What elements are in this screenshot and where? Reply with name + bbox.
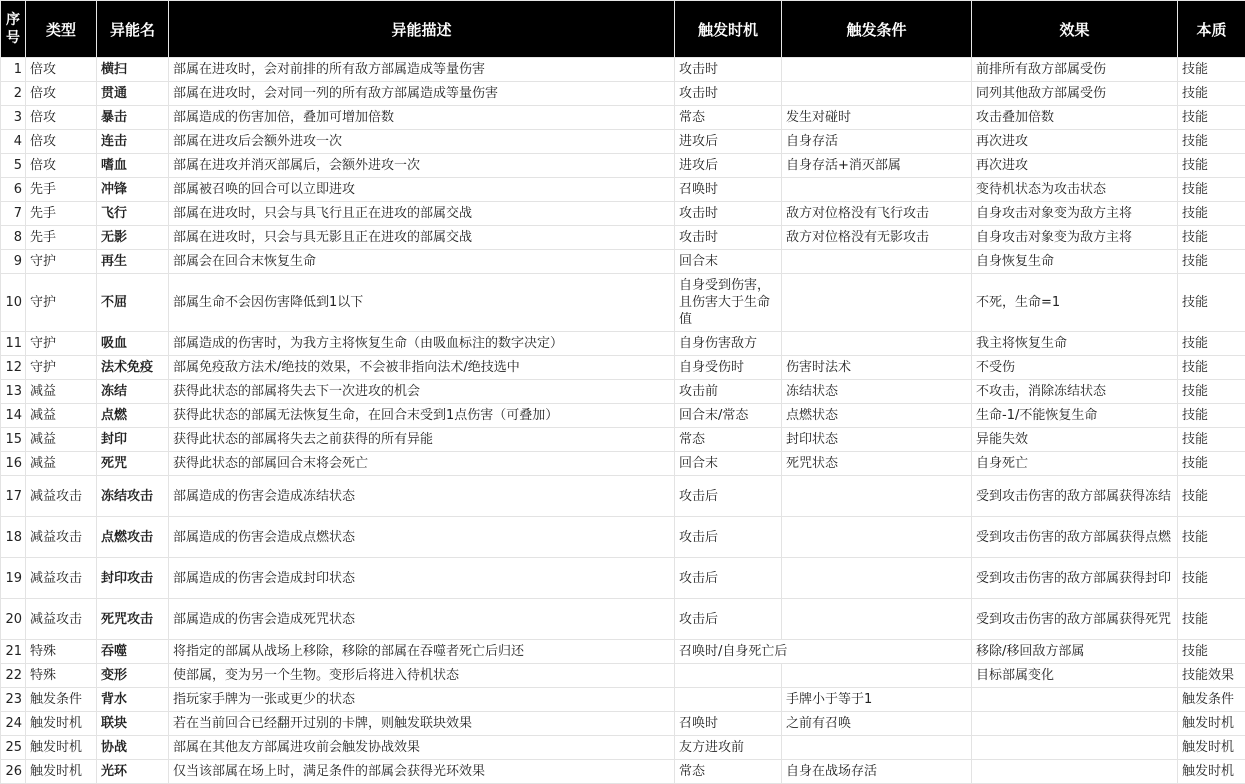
table-row [1, 380, 1245, 404]
cell-num[interactable]: 14 [1, 404, 26, 428]
cell-num[interactable]: 13 [1, 380, 26, 404]
cell-nature[interactable]: 技能 [1178, 640, 1245, 664]
cell-type[interactable]: 守护 [26, 250, 97, 274]
cell-timing[interactable]: 攻击时 [675, 226, 782, 250]
cell-num[interactable]: 4 [1, 130, 26, 154]
cell-name[interactable]: 无影 [97, 226, 169, 250]
cell-effect[interactable]: 再次进攻 [972, 154, 1178, 178]
cell-cond[interactable] [782, 274, 972, 332]
cell-effect[interactable]: 目标部属变化 [972, 664, 1178, 688]
header-nature[interactable]: 本质 [1178, 1, 1245, 58]
cell-name[interactable]: 吞噬 [97, 640, 169, 664]
cell-name[interactable]: 冻结 [97, 380, 169, 404]
table-row [1, 688, 1245, 712]
cell-cond[interactable]: 死咒状态 [782, 452, 972, 476]
cell-effect[interactable]: 自身攻击对象变为敌方主将 [972, 202, 1178, 226]
cell-desc[interactable]: 仅当该部属在场上时，满足条件的部属会获得光环效果 [169, 760, 675, 784]
cell-num[interactable]: 17 [1, 476, 26, 517]
cell-timing[interactable]: 自身受到伤害，且伤害大于生命值 [675, 274, 782, 332]
table-row [1, 154, 1245, 178]
cell-timing[interactable]: 回合末/常态 [675, 404, 782, 428]
table-row [1, 736, 1245, 760]
cell-desc[interactable]: 部属被召唤的回合可以立即进攻 [169, 178, 675, 202]
cell-nature[interactable]: 技能 [1178, 154, 1245, 178]
cell-name[interactable]: 点燃攻击 [97, 517, 169, 558]
cell-cond[interactable]: 冻结状态 [782, 380, 972, 404]
cell-name[interactable]: 横扫 [97, 58, 169, 82]
cell-name[interactable]: 封印 [97, 428, 169, 452]
table-row [1, 178, 1245, 202]
cell-type[interactable]: 减益 [26, 404, 97, 428]
cell-nature[interactable]: 技能 [1178, 82, 1245, 106]
cell-cond[interactable] [782, 82, 972, 106]
cell-type[interactable]: 守护 [26, 274, 97, 332]
cell-desc[interactable]: 部属在进攻并消灭部属后，会额外进攻一次 [169, 154, 675, 178]
cell-num[interactable]: 23 [1, 688, 26, 712]
table-row [1, 517, 1245, 558]
cell-effect[interactable]: 不攻击，消除冻结状态 [972, 380, 1178, 404]
cell-type[interactable]: 触发时机 [26, 712, 97, 736]
header-seq[interactable]: 序号 [1, 1, 26, 58]
cell-desc[interactable]: 获得此状态的部属将失去之前获得的所有异能 [169, 428, 675, 452]
header-row [1, 1, 1245, 58]
header-trigger-timing[interactable]: 触发时机 [675, 1, 782, 58]
cell-name[interactable]: 嗜血 [97, 154, 169, 178]
cell-nature[interactable]: 技能 [1178, 476, 1245, 517]
cell-num[interactable]: 19 [1, 558, 26, 599]
cell-type[interactable]: 倍攻 [26, 154, 97, 178]
table-row [1, 226, 1245, 250]
cell-num[interactable]: 25 [1, 736, 26, 760]
cell-num[interactable]: 11 [1, 332, 26, 356]
table-row [1, 760, 1245, 784]
cell-effect[interactable] [972, 736, 1178, 760]
cell-type[interactable]: 特殊 [26, 640, 97, 664]
cell-desc[interactable]: 部属在其他友方部属进攻前会触发协战效果 [169, 736, 675, 760]
cell-timing[interactable] [675, 688, 782, 712]
header-effect[interactable]: 效果 [972, 1, 1178, 58]
cell-effect[interactable]: 我主将恢复生命 [972, 332, 1178, 356]
cell-cond[interactable]: 伤害时法术 [782, 356, 972, 380]
cell-desc[interactable]: 获得此状态的部属回合末将会死亡 [169, 452, 675, 476]
table-row [1, 130, 1245, 154]
cell-cond[interactable] [782, 736, 972, 760]
cell-name[interactable]: 冻结攻击 [97, 476, 169, 517]
table-row [1, 452, 1245, 476]
cell-type[interactable]: 减益 [26, 452, 97, 476]
cell-desc[interactable]: 部属造成的伤害会造成点燃状态 [169, 517, 675, 558]
cell-cond[interactable]: 点燃状态 [782, 404, 972, 428]
cell-effect[interactable]: 同列其他敌方部属受伤 [972, 82, 1178, 106]
cell-name[interactable]: 冲锋 [97, 178, 169, 202]
header-trigger-condition[interactable]: 触发条件 [782, 1, 972, 58]
cell-name[interactable]: 背水 [97, 688, 169, 712]
table-row [1, 250, 1245, 274]
cell-num[interactable]: 18 [1, 517, 26, 558]
cell-name[interactable]: 再生 [97, 250, 169, 274]
cell-timing[interactable]: 常态 [675, 428, 782, 452]
cell-timing[interactable]: 攻击后 [675, 517, 782, 558]
cell-nature[interactable]: 技能 [1178, 226, 1245, 250]
cell-name[interactable]: 吸血 [97, 332, 169, 356]
cell-nature[interactable]: 技能 [1178, 558, 1245, 599]
cell-timing[interactable]: 自身受伤时 [675, 356, 782, 380]
cell-desc[interactable]: 部属造成的伤害加倍，叠加可增加倍数 [169, 106, 675, 130]
cell-cond[interactable] [782, 599, 972, 640]
cell-effect[interactable]: 受到攻击伤害的敌方部属获得死咒 [972, 599, 1178, 640]
cell-cond[interactable] [782, 517, 972, 558]
cell-nature[interactable]: 技能 [1178, 356, 1245, 380]
cell-cond[interactable] [782, 58, 972, 82]
cell-desc[interactable]: 使部属，变为另一个生物。变形后将进入待机状态 [169, 664, 675, 688]
cell-nature[interactable]: 触发条件 [1178, 688, 1245, 712]
cell-desc[interactable]: 部属造成的伤害会造成冻结状态 [169, 476, 675, 517]
cell-cond[interactable]: 自身存活 [782, 130, 972, 154]
table-row [1, 664, 1245, 688]
cell-effect[interactable]: 自身死亡 [972, 452, 1178, 476]
cell-nature[interactable]: 触发时机 [1178, 760, 1245, 784]
cell-name[interactable]: 死咒攻击 [97, 599, 169, 640]
cell-num[interactable]: 22 [1, 664, 26, 688]
table-row [1, 356, 1245, 380]
cell-nature[interactable]: 技能 [1178, 274, 1245, 332]
cell-timing[interactable]: 常态 [675, 760, 782, 784]
cell-num[interactable]: 10 [1, 274, 26, 332]
cell-desc[interactable]: 部属在进攻时，只会与具飞行且正在进攻的部属交战 [169, 202, 675, 226]
cell-desc[interactable]: 部属造成的伤害会造成死咒状态 [169, 599, 675, 640]
cell-desc[interactable]: 指玩家手牌为一张或更少的状态 [169, 688, 675, 712]
cell-name[interactable]: 飞行 [97, 202, 169, 226]
cell-name[interactable]: 死咒 [97, 452, 169, 476]
cell-type[interactable]: 倍攻 [26, 82, 97, 106]
cell-nature[interactable]: 技能 [1178, 178, 1245, 202]
cell-desc[interactable]: 部属免疫敌方法术/绝技的效果，不会被非指向法术/绝技选中 [169, 356, 675, 380]
cell-effect[interactable]: 自身攻击对象变为敌方主将 [972, 226, 1178, 250]
cell-effect[interactable]: 不受伤 [972, 356, 1178, 380]
cell-nature[interactable]: 技能效果 [1178, 664, 1245, 688]
cell-cond[interactable] [782, 250, 972, 274]
cell-num[interactable]: 24 [1, 712, 26, 736]
cell-name[interactable]: 连击 [97, 130, 169, 154]
cell-type[interactable]: 触发时机 [26, 736, 97, 760]
cell-type[interactable]: 触发时机 [26, 760, 97, 784]
table-row [1, 82, 1245, 106]
cell-type[interactable]: 先手 [26, 202, 97, 226]
cell-timing[interactable]: 攻击前 [675, 380, 782, 404]
cell-desc[interactable]: 部属在进攻时，只会与具无影且正在进攻的部属交战 [169, 226, 675, 250]
cell-num[interactable]: 6 [1, 178, 26, 202]
table-row [1, 274, 1245, 332]
cell-cond[interactable]: 敌方对位格没有飞行攻击 [782, 202, 972, 226]
cell-cond[interactable] [782, 664, 972, 688]
table-row [1, 428, 1245, 452]
cell-nature[interactable]: 技能 [1178, 599, 1245, 640]
cell-name[interactable]: 联块 [97, 712, 169, 736]
cell-cond[interactable]: 自身在战场存活 [782, 760, 972, 784]
cell-nature[interactable]: 技能 [1178, 106, 1245, 130]
cell-cond[interactable]: 之前有召唤 [782, 712, 972, 736]
cell-timing[interactable]: 友方进攻前 [675, 736, 782, 760]
cell-timing[interactable]: 常态 [675, 106, 782, 130]
cell-effect[interactable]: 生命-1/不能恢复生命 [972, 404, 1178, 428]
cell-name[interactable]: 封印攻击 [97, 558, 169, 599]
cell-num[interactable]: 3 [1, 106, 26, 130]
table-row [1, 58, 1245, 82]
cell-type[interactable]: 减益 [26, 428, 97, 452]
cell-timing[interactable]: 自身伤害敌方 [675, 332, 782, 356]
cell-timing[interactable]: 攻击后 [675, 558, 782, 599]
table-row [1, 712, 1245, 736]
cell-type[interactable]: 特殊 [26, 664, 97, 688]
table-row [1, 599, 1245, 640]
cell-type[interactable]: 先手 [26, 226, 97, 250]
table-row [1, 640, 1245, 664]
cell-timing[interactable]: 召唤时 [675, 712, 782, 736]
cell-nature[interactable]: 触发时机 [1178, 736, 1245, 760]
table-row [1, 404, 1245, 428]
cell-name[interactable]: 点燃 [97, 404, 169, 428]
cell-effect[interactable]: 受到攻击伤害的敌方部属获得封印 [972, 558, 1178, 599]
cell-num[interactable]: 5 [1, 154, 26, 178]
cell-effect[interactable]: 受到攻击伤害的敌方部属获得冻结 [972, 476, 1178, 517]
cell-name[interactable]: 变形 [97, 664, 169, 688]
cell-nature[interactable]: 技能 [1178, 130, 1245, 154]
cell-cond[interactable] [782, 558, 972, 599]
cell-num[interactable]: 15 [1, 428, 26, 452]
table-row [1, 106, 1245, 130]
cell-effect[interactable]: 移除/移回敌方部属 [972, 640, 1178, 664]
cell-nature[interactable]: 技能 [1178, 452, 1245, 476]
cell-effect[interactable]: 再次进攻 [972, 130, 1178, 154]
cell-cond[interactable] [782, 476, 972, 517]
cell-num[interactable]: 7 [1, 202, 26, 226]
cell-timing[interactable]: 召唤时/自身死亡后 [675, 640, 972, 664]
cell-type[interactable]: 倍攻 [26, 106, 97, 130]
cell-desc[interactable]: 部属在进攻后会额外进攻一次 [169, 130, 675, 154]
cell-desc[interactable]: 部属生命不会因伤害降低到1以下 [169, 274, 675, 332]
table-row [1, 476, 1245, 517]
cell-num[interactable]: 20 [1, 599, 26, 640]
cell-desc[interactable]: 部属造成的伤害时，为我方主将恢复生命（由吸血标注的数字决定） [169, 332, 675, 356]
cell-num[interactable]: 12 [1, 356, 26, 380]
cell-num[interactable]: 21 [1, 640, 26, 664]
table-row [1, 202, 1245, 226]
cell-name[interactable]: 暴击 [97, 106, 169, 130]
cell-nature[interactable]: 触发时机 [1178, 712, 1245, 736]
table-row [1, 332, 1245, 356]
cell-effect[interactable]: 自身恢复生命 [972, 250, 1178, 274]
cell-name[interactable]: 贯通 [97, 82, 169, 106]
header-name[interactable]: 异能名 [97, 1, 169, 58]
cell-desc[interactable]: 将指定的部属从战场上移除，移除的部属在吞噬者死亡后归还 [169, 640, 675, 664]
cell-nature[interactable]: 技能 [1178, 380, 1245, 404]
cell-effect[interactable]: 攻击叠加倍数 [972, 106, 1178, 130]
cell-name[interactable]: 法术免疫 [97, 356, 169, 380]
cell-num[interactable]: 8 [1, 226, 26, 250]
cell-nature[interactable]: 技能 [1178, 58, 1245, 82]
cell-effect[interactable] [972, 760, 1178, 784]
cell-num[interactable]: 9 [1, 250, 26, 274]
cell-name[interactable]: 光环 [97, 760, 169, 784]
cell-num[interactable]: 2 [1, 82, 26, 106]
cell-type[interactable]: 倍攻 [26, 58, 97, 82]
cell-desc[interactable]: 获得此状态的部属无法恢复生命，在回合末受到1点伤害（可叠加） [169, 404, 675, 428]
cell-type[interactable]: 减益 [26, 380, 97, 404]
cell-nature[interactable]: 技能 [1178, 250, 1245, 274]
cell-name[interactable]: 协战 [97, 736, 169, 760]
cell-num[interactable]: 16 [1, 452, 26, 476]
cell-timing[interactable]: 攻击后 [675, 599, 782, 640]
cell-desc[interactable]: 部属在进攻时，会对同一列的所有敌方部属造成等量伤害 [169, 82, 675, 106]
cell-timing[interactable]: 攻击时 [675, 202, 782, 226]
cell-desc[interactable]: 部属造成的伤害会造成封印状态 [169, 558, 675, 599]
cell-nature[interactable]: 技能 [1178, 404, 1245, 428]
cell-cond[interactable]: 手牌小于等于1 [782, 688, 972, 712]
cell-nature[interactable]: 技能 [1178, 517, 1245, 558]
cell-timing[interactable]: 攻击时 [675, 82, 782, 106]
table-row [1, 558, 1245, 599]
header-description[interactable]: 异能描述 [169, 1, 675, 58]
cell-type[interactable]: 触发条件 [26, 688, 97, 712]
cell-type[interactable]: 减益攻击 [26, 558, 97, 599]
cell-timing[interactable]: 回合末 [675, 250, 782, 274]
cell-nature[interactable]: 技能 [1178, 332, 1245, 356]
cell-num[interactable]: 26 [1, 760, 26, 784]
cell-timing[interactable]: 攻击时 [675, 58, 782, 82]
cell-effect[interactable]: 受到攻击伤害的敌方部属获得点燃 [972, 517, 1178, 558]
cell-nature[interactable]: 技能 [1178, 428, 1245, 452]
cell-timing[interactable]: 攻击后 [675, 476, 782, 517]
cell-nature[interactable]: 技能 [1178, 202, 1245, 226]
cell-type[interactable]: 减益攻击 [26, 476, 97, 517]
cell-effect[interactable]: 不死，生命=1 [972, 274, 1178, 332]
cell-type[interactable]: 减益攻击 [26, 517, 97, 558]
cell-cond[interactable] [782, 332, 972, 356]
cell-timing[interactable]: 进攻后 [675, 130, 782, 154]
cell-effect[interactable] [972, 712, 1178, 736]
cell-timing[interactable] [675, 664, 782, 688]
cell-effect[interactable]: 异能失效 [972, 428, 1178, 452]
cell-type[interactable]: 倍攻 [26, 130, 97, 154]
cell-cond[interactable]: 敌方对位格没有无影攻击 [782, 226, 972, 250]
cell-cond[interactable]: 封印状态 [782, 428, 972, 452]
cell-effect[interactable]: 变待机状态为攻击状态 [972, 178, 1178, 202]
cell-effect[interactable] [972, 688, 1178, 712]
cell-type[interactable]: 守护 [26, 332, 97, 356]
cell-type[interactable]: 减益攻击 [26, 599, 97, 640]
cell-cond[interactable]: 发生对碰时 [782, 106, 972, 130]
header-type[interactable]: 类型 [26, 1, 97, 58]
cell-timing[interactable]: 进攻后 [675, 154, 782, 178]
cell-timing[interactable]: 回合末 [675, 452, 782, 476]
cell-cond[interactable] [782, 178, 972, 202]
cell-desc[interactable]: 获得此状态的部属将失去下一次进攻的机会 [169, 380, 675, 404]
cell-type[interactable]: 先手 [26, 178, 97, 202]
cell-desc[interactable]: 部属在进攻时，会对前排的所有敌方部属造成等量伤害 [169, 58, 675, 82]
cell-type[interactable]: 守护 [26, 356, 97, 380]
cell-desc[interactable]: 若在当前回合已经翻开过别的卡牌，则触发联块效果 [169, 712, 675, 736]
cell-effect[interactable]: 前排所有敌方部属受伤 [972, 58, 1178, 82]
cell-timing[interactable]: 召唤时 [675, 178, 782, 202]
cell-num[interactable]: 1 [1, 58, 26, 82]
cell-cond[interactable]: 自身存活+消灭部属 [782, 154, 972, 178]
cell-name[interactable]: 不屈 [97, 274, 169, 332]
cell-desc[interactable]: 部属会在回合末恢复生命 [169, 250, 675, 274]
